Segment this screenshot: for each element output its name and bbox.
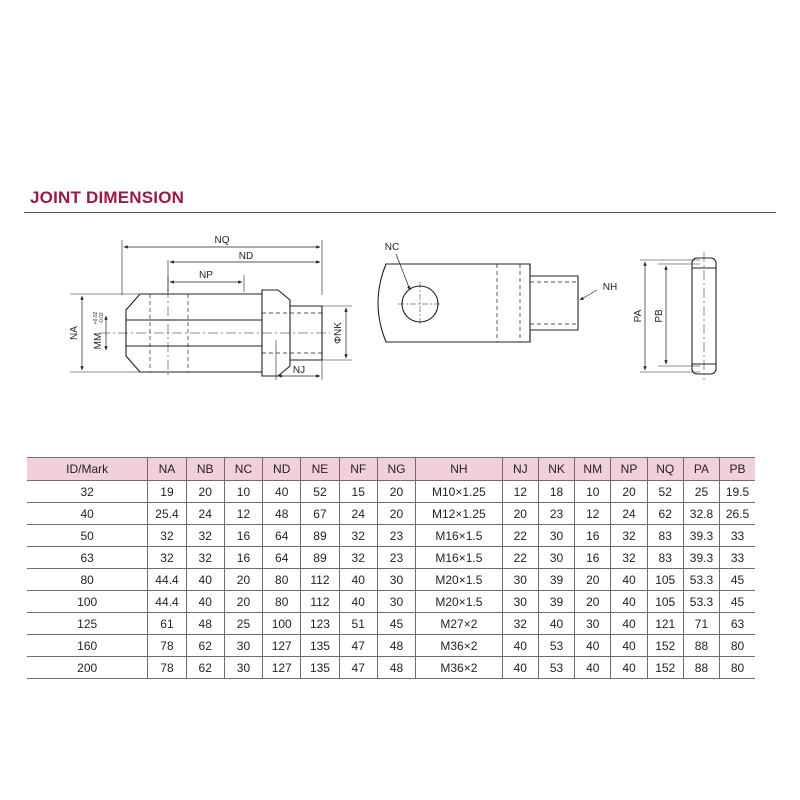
table-cell: 45 bbox=[720, 569, 755, 591]
row-id-cell: 125 bbox=[27, 613, 148, 635]
table-cell: 25 bbox=[224, 613, 262, 635]
table-cell: 62 bbox=[647, 503, 683, 525]
table-cell: 67 bbox=[301, 503, 339, 525]
table-cell: 45 bbox=[377, 613, 415, 635]
table-cell: 24 bbox=[611, 503, 647, 525]
table-cell: 88 bbox=[683, 657, 719, 679]
label-nk: ΦNK bbox=[333, 322, 344, 344]
table-cell: 78 bbox=[148, 657, 186, 679]
column-header: ID/Mark bbox=[27, 458, 148, 481]
column-header: NJ bbox=[502, 458, 538, 481]
column-header: NF bbox=[339, 458, 377, 481]
row-id-cell: 50 bbox=[27, 525, 148, 547]
table-cell: 32 bbox=[339, 525, 377, 547]
table-cell: 40 bbox=[575, 635, 611, 657]
table-cell: M12×1.25 bbox=[416, 503, 503, 525]
column-header: NA bbox=[148, 458, 186, 481]
row-id-cell: 160 bbox=[27, 635, 148, 657]
table-cell: M36×2 bbox=[416, 635, 503, 657]
table-cell: 152 bbox=[647, 635, 683, 657]
table-cell: 88 bbox=[683, 635, 719, 657]
table-cell: 32 bbox=[186, 525, 224, 547]
column-header: PB bbox=[720, 458, 755, 481]
table-row bbox=[27, 657, 755, 679]
table-cell: 20 bbox=[502, 503, 538, 525]
table-cell: M16×1.5 bbox=[416, 525, 503, 547]
label-na: NA bbox=[69, 326, 80, 340]
table-cell: 32 bbox=[611, 547, 647, 569]
table-cell: 48 bbox=[263, 503, 301, 525]
table-cell: 121 bbox=[647, 613, 683, 635]
table-cell: 62 bbox=[186, 657, 224, 679]
table-row bbox=[27, 525, 755, 547]
table-cell: 15 bbox=[339, 481, 377, 503]
table-cell: 16 bbox=[575, 547, 611, 569]
table-cell: 80 bbox=[720, 657, 755, 679]
table-cell: 10 bbox=[224, 481, 262, 503]
table-cell: 39 bbox=[538, 569, 574, 591]
table-cell: 152 bbox=[647, 657, 683, 679]
table-cell: 12 bbox=[575, 503, 611, 525]
table-cell: 32.8 bbox=[683, 503, 719, 525]
table-cell: 105 bbox=[647, 569, 683, 591]
table-cell: 78 bbox=[148, 635, 186, 657]
top-view-labels bbox=[385, 242, 617, 293]
table-cell: 24 bbox=[339, 503, 377, 525]
table-row bbox=[27, 481, 755, 503]
table-cell: 40 bbox=[611, 657, 647, 679]
table-row bbox=[27, 547, 755, 569]
pin-view-labels bbox=[633, 309, 665, 323]
table-cell: 32 bbox=[611, 525, 647, 547]
table-cell: 33 bbox=[720, 547, 755, 569]
table-cell: 39.3 bbox=[683, 547, 719, 569]
column-header: NC bbox=[224, 458, 262, 481]
table-cell: 20 bbox=[224, 591, 262, 613]
table-cell: 48 bbox=[377, 635, 415, 657]
table-cell: 20 bbox=[377, 481, 415, 503]
table-cell: 105 bbox=[647, 591, 683, 613]
table-cell: 40 bbox=[538, 613, 574, 635]
table-cell: 20 bbox=[377, 503, 415, 525]
column-header: NQ bbox=[647, 458, 683, 481]
table-cell: 24 bbox=[186, 503, 224, 525]
table-cell: 123 bbox=[301, 613, 339, 635]
label-mm-tol-top: +0.02 bbox=[93, 311, 99, 325]
label-nq: NQ bbox=[214, 235, 230, 246]
column-header: NP bbox=[611, 458, 647, 481]
table-cell: 10 bbox=[575, 481, 611, 503]
table-cell: 52 bbox=[301, 481, 339, 503]
table-cell: 20 bbox=[575, 569, 611, 591]
joint-technical-drawing bbox=[0, 220, 800, 420]
table-cell: 40 bbox=[611, 635, 647, 657]
label-nd: ND bbox=[238, 251, 254, 262]
table-cell: 100 bbox=[263, 613, 301, 635]
label-pa: PA bbox=[633, 309, 644, 323]
column-header: NH bbox=[416, 458, 503, 481]
table-cell: 53.3 bbox=[683, 591, 719, 613]
table-cell: 80 bbox=[263, 569, 301, 591]
table-cell: 64 bbox=[263, 525, 301, 547]
column-header: PA bbox=[683, 458, 719, 481]
table-cell: 19 bbox=[148, 481, 186, 503]
table-cell: 112 bbox=[301, 591, 339, 613]
table-cell: M20×1.5 bbox=[416, 569, 503, 591]
label-mm: MM bbox=[93, 332, 104, 350]
table-cell: 40 bbox=[186, 591, 224, 613]
table-cell: 30 bbox=[502, 569, 538, 591]
table-cell: 26.5 bbox=[720, 503, 755, 525]
table-cell: 40 bbox=[339, 591, 377, 613]
row-id-cell: 63 bbox=[27, 547, 148, 569]
table-cell: 44.4 bbox=[148, 591, 186, 613]
table-cell: 22 bbox=[502, 547, 538, 569]
dimension-table bbox=[27, 457, 755, 679]
table-cell: 32 bbox=[148, 547, 186, 569]
row-id-cell: 40 bbox=[27, 503, 148, 525]
table-cell: 12 bbox=[224, 503, 262, 525]
table-cell: 20 bbox=[224, 569, 262, 591]
row-id-cell: 32 bbox=[27, 481, 148, 503]
pin-view bbox=[640, 252, 716, 380]
table-cell: 23 bbox=[377, 525, 415, 547]
page-title: JOINT DIMENSION bbox=[30, 188, 185, 207]
table-cell: 64 bbox=[263, 547, 301, 569]
table-cell: 23 bbox=[377, 547, 415, 569]
table-cell: 45 bbox=[720, 591, 755, 613]
table-cell: 19.5 bbox=[720, 481, 755, 503]
table-cell: M36×2 bbox=[416, 657, 503, 679]
table-cell: 40 bbox=[502, 657, 538, 679]
table-cell: 53 bbox=[538, 657, 574, 679]
table-cell: 30 bbox=[224, 635, 262, 657]
table-cell: 40 bbox=[339, 569, 377, 591]
table-cell: 61 bbox=[148, 613, 186, 635]
table-cell: 47 bbox=[339, 657, 377, 679]
table-cell: 20 bbox=[575, 591, 611, 613]
table-cell: 32 bbox=[502, 613, 538, 635]
column-header: NG bbox=[377, 458, 415, 481]
column-header: NE bbox=[301, 458, 339, 481]
table-cell: 40 bbox=[611, 569, 647, 591]
table-cell: 53 bbox=[538, 635, 574, 657]
row-id-cell: 80 bbox=[27, 569, 148, 591]
label-mm-tol-bottom: -0.02 bbox=[99, 312, 105, 324]
table-cell: M16×1.5 bbox=[416, 547, 503, 569]
row-id-cell: 100 bbox=[27, 591, 148, 613]
table-cell: 127 bbox=[263, 657, 301, 679]
table-cell: 63 bbox=[720, 613, 755, 635]
table-cell: 52 bbox=[647, 481, 683, 503]
table-row bbox=[27, 591, 755, 613]
table-cell: 16 bbox=[224, 547, 262, 569]
table-cell: 33 bbox=[720, 525, 755, 547]
column-header: NK bbox=[538, 458, 574, 481]
table-row bbox=[27, 635, 755, 657]
table-cell: 83 bbox=[647, 547, 683, 569]
table-cell: 135 bbox=[301, 635, 339, 657]
column-header: ND bbox=[263, 458, 301, 481]
table-cell: 40 bbox=[575, 657, 611, 679]
table-row bbox=[27, 503, 755, 525]
table-cell: 80 bbox=[720, 635, 755, 657]
table-cell: 16 bbox=[224, 525, 262, 547]
label-pb: PB bbox=[654, 309, 665, 323]
table-cell: 20 bbox=[611, 481, 647, 503]
table-cell: 135 bbox=[301, 657, 339, 679]
table-cell: 30 bbox=[538, 525, 574, 547]
table-cell: 25.4 bbox=[148, 503, 186, 525]
table-cell: 23 bbox=[538, 503, 574, 525]
column-header: NM bbox=[575, 458, 611, 481]
table-cell: 112 bbox=[301, 569, 339, 591]
row-id-cell: 200 bbox=[27, 657, 148, 679]
table-row bbox=[27, 613, 755, 635]
table-cell: 44.4 bbox=[148, 569, 186, 591]
table-cell: 40 bbox=[263, 481, 301, 503]
table-cell: 18 bbox=[538, 481, 574, 503]
table-row bbox=[27, 569, 755, 591]
table-cell: 40 bbox=[502, 635, 538, 657]
table-cell: 89 bbox=[301, 547, 339, 569]
table-cell: 40 bbox=[611, 591, 647, 613]
table-cell: 30 bbox=[377, 569, 415, 591]
table-cell: 30 bbox=[224, 657, 262, 679]
table-cell: 22 bbox=[502, 525, 538, 547]
table-cell: 89 bbox=[301, 525, 339, 547]
table-cell: 32 bbox=[186, 547, 224, 569]
side-view bbox=[70, 240, 352, 380]
table-cell: 48 bbox=[377, 657, 415, 679]
table-cell: M10×1.25 bbox=[416, 481, 503, 503]
table-cell: 48 bbox=[186, 613, 224, 635]
label-nh: NH bbox=[602, 282, 618, 293]
table-cell: 80 bbox=[263, 591, 301, 613]
table-cell: 20 bbox=[186, 481, 224, 503]
label-np: NP bbox=[199, 270, 213, 281]
table-cell: 39.3 bbox=[683, 525, 719, 547]
label-nc: NC bbox=[384, 242, 400, 253]
table-cell: 30 bbox=[502, 591, 538, 613]
top-view bbox=[378, 254, 597, 342]
label-nj: NJ bbox=[292, 365, 306, 376]
table-cell: 53.3 bbox=[683, 569, 719, 591]
table-cell: 25 bbox=[683, 481, 719, 503]
table-cell: 30 bbox=[377, 591, 415, 613]
table-cell: 16 bbox=[575, 525, 611, 547]
table-cell: 40 bbox=[186, 569, 224, 591]
table-cell: 30 bbox=[575, 613, 611, 635]
table-cell: M27×2 bbox=[416, 613, 503, 635]
table-cell: 62 bbox=[186, 635, 224, 657]
table-cell: 127 bbox=[263, 635, 301, 657]
table-cell: 83 bbox=[647, 525, 683, 547]
table-cell: 71 bbox=[683, 613, 719, 635]
table-cell: 30 bbox=[538, 547, 574, 569]
table-cell: M20×1.5 bbox=[416, 591, 503, 613]
table-cell: 32 bbox=[148, 525, 186, 547]
table-cell: 47 bbox=[339, 635, 377, 657]
table-body bbox=[27, 481, 755, 679]
table-cell: 12 bbox=[502, 481, 538, 503]
title-divider bbox=[24, 212, 776, 213]
table-cell: 39 bbox=[538, 591, 574, 613]
table-header-row bbox=[27, 458, 755, 481]
table-cell: 32 bbox=[339, 547, 377, 569]
table-cell: 40 bbox=[611, 613, 647, 635]
column-header: NB bbox=[186, 458, 224, 481]
table-cell: 51 bbox=[339, 613, 377, 635]
